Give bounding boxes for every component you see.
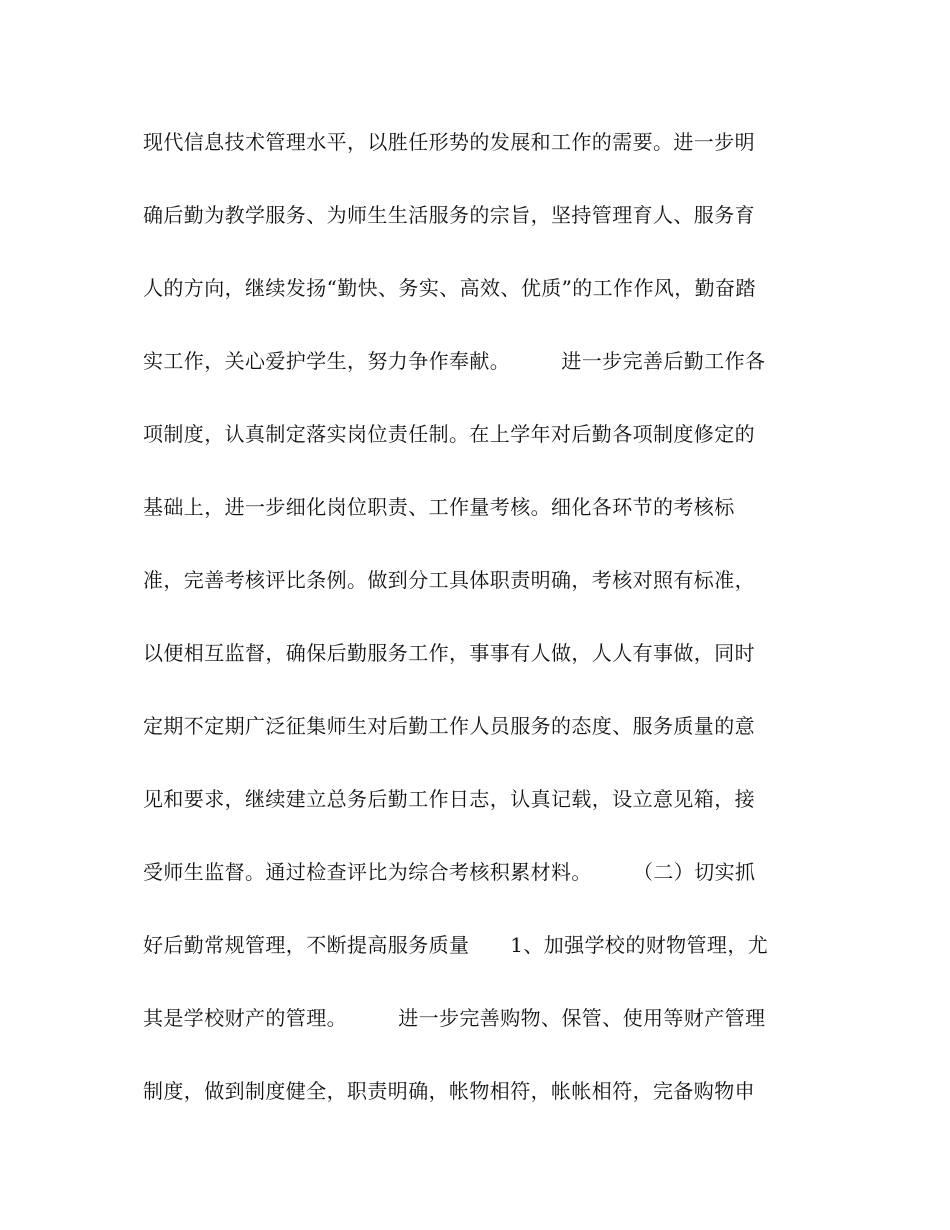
text-line: 人的方向，继续发扬“勤快、务实、高效、优质”的工作作风，勤奋踏 bbox=[143, 276, 756, 300]
text-line: 准，完善考核评比条例。做到分工具体职责明确，考核对照有标准， bbox=[143, 568, 755, 592]
text-line: 基础上，进一步细化岗位职责、工作量考核。细化各环节的考核标 bbox=[143, 495, 735, 519]
document-body bbox=[143, 120, 823, 1142]
text-line: 定期不定期广泛征集师生对后勤工作人员服务的态度、服务质量的意 bbox=[143, 714, 755, 738]
text-line: 确后勤为教学服务、为师生生活服务的宗旨，坚持管理育人、服务育 bbox=[143, 203, 755, 227]
text-line: 实工作，关心爱护学生，努力争作奉献。 进一步完善后勤工作各 bbox=[143, 349, 766, 373]
text-line: 制度，做到制度健全，职责明确，帐物相符，帐帐相符，完备购物申 bbox=[143, 1079, 755, 1103]
text-line: 见和要求，继续建立总务后勤工作日志，认真记载，设立意见箱，接 bbox=[143, 787, 755, 811]
text-line: 好后勤常规管理，不断提高服务质量 1、加强学校的财物管理，尤 bbox=[143, 933, 769, 957]
text-line: 以便相互监督，确保后勤服务工作，事事有人做，人人有事做，同时 bbox=[143, 641, 755, 665]
text-line: 现代信息技术管理水平，以胜任形势的发展和工作的需要。进一步明 bbox=[143, 130, 755, 154]
text-line: 项制度，认真制定落实岗位责任制。在上学年对后勤各项制度修定的 bbox=[143, 422, 755, 446]
text-line: 受师生监督。通过检查评比为综合考核积累材料。 （二）切实抓 bbox=[143, 860, 756, 884]
text-line: 其是学校财产的管理。 进一步完善购物、保管、使用等财产管理 bbox=[143, 1006, 766, 1030]
